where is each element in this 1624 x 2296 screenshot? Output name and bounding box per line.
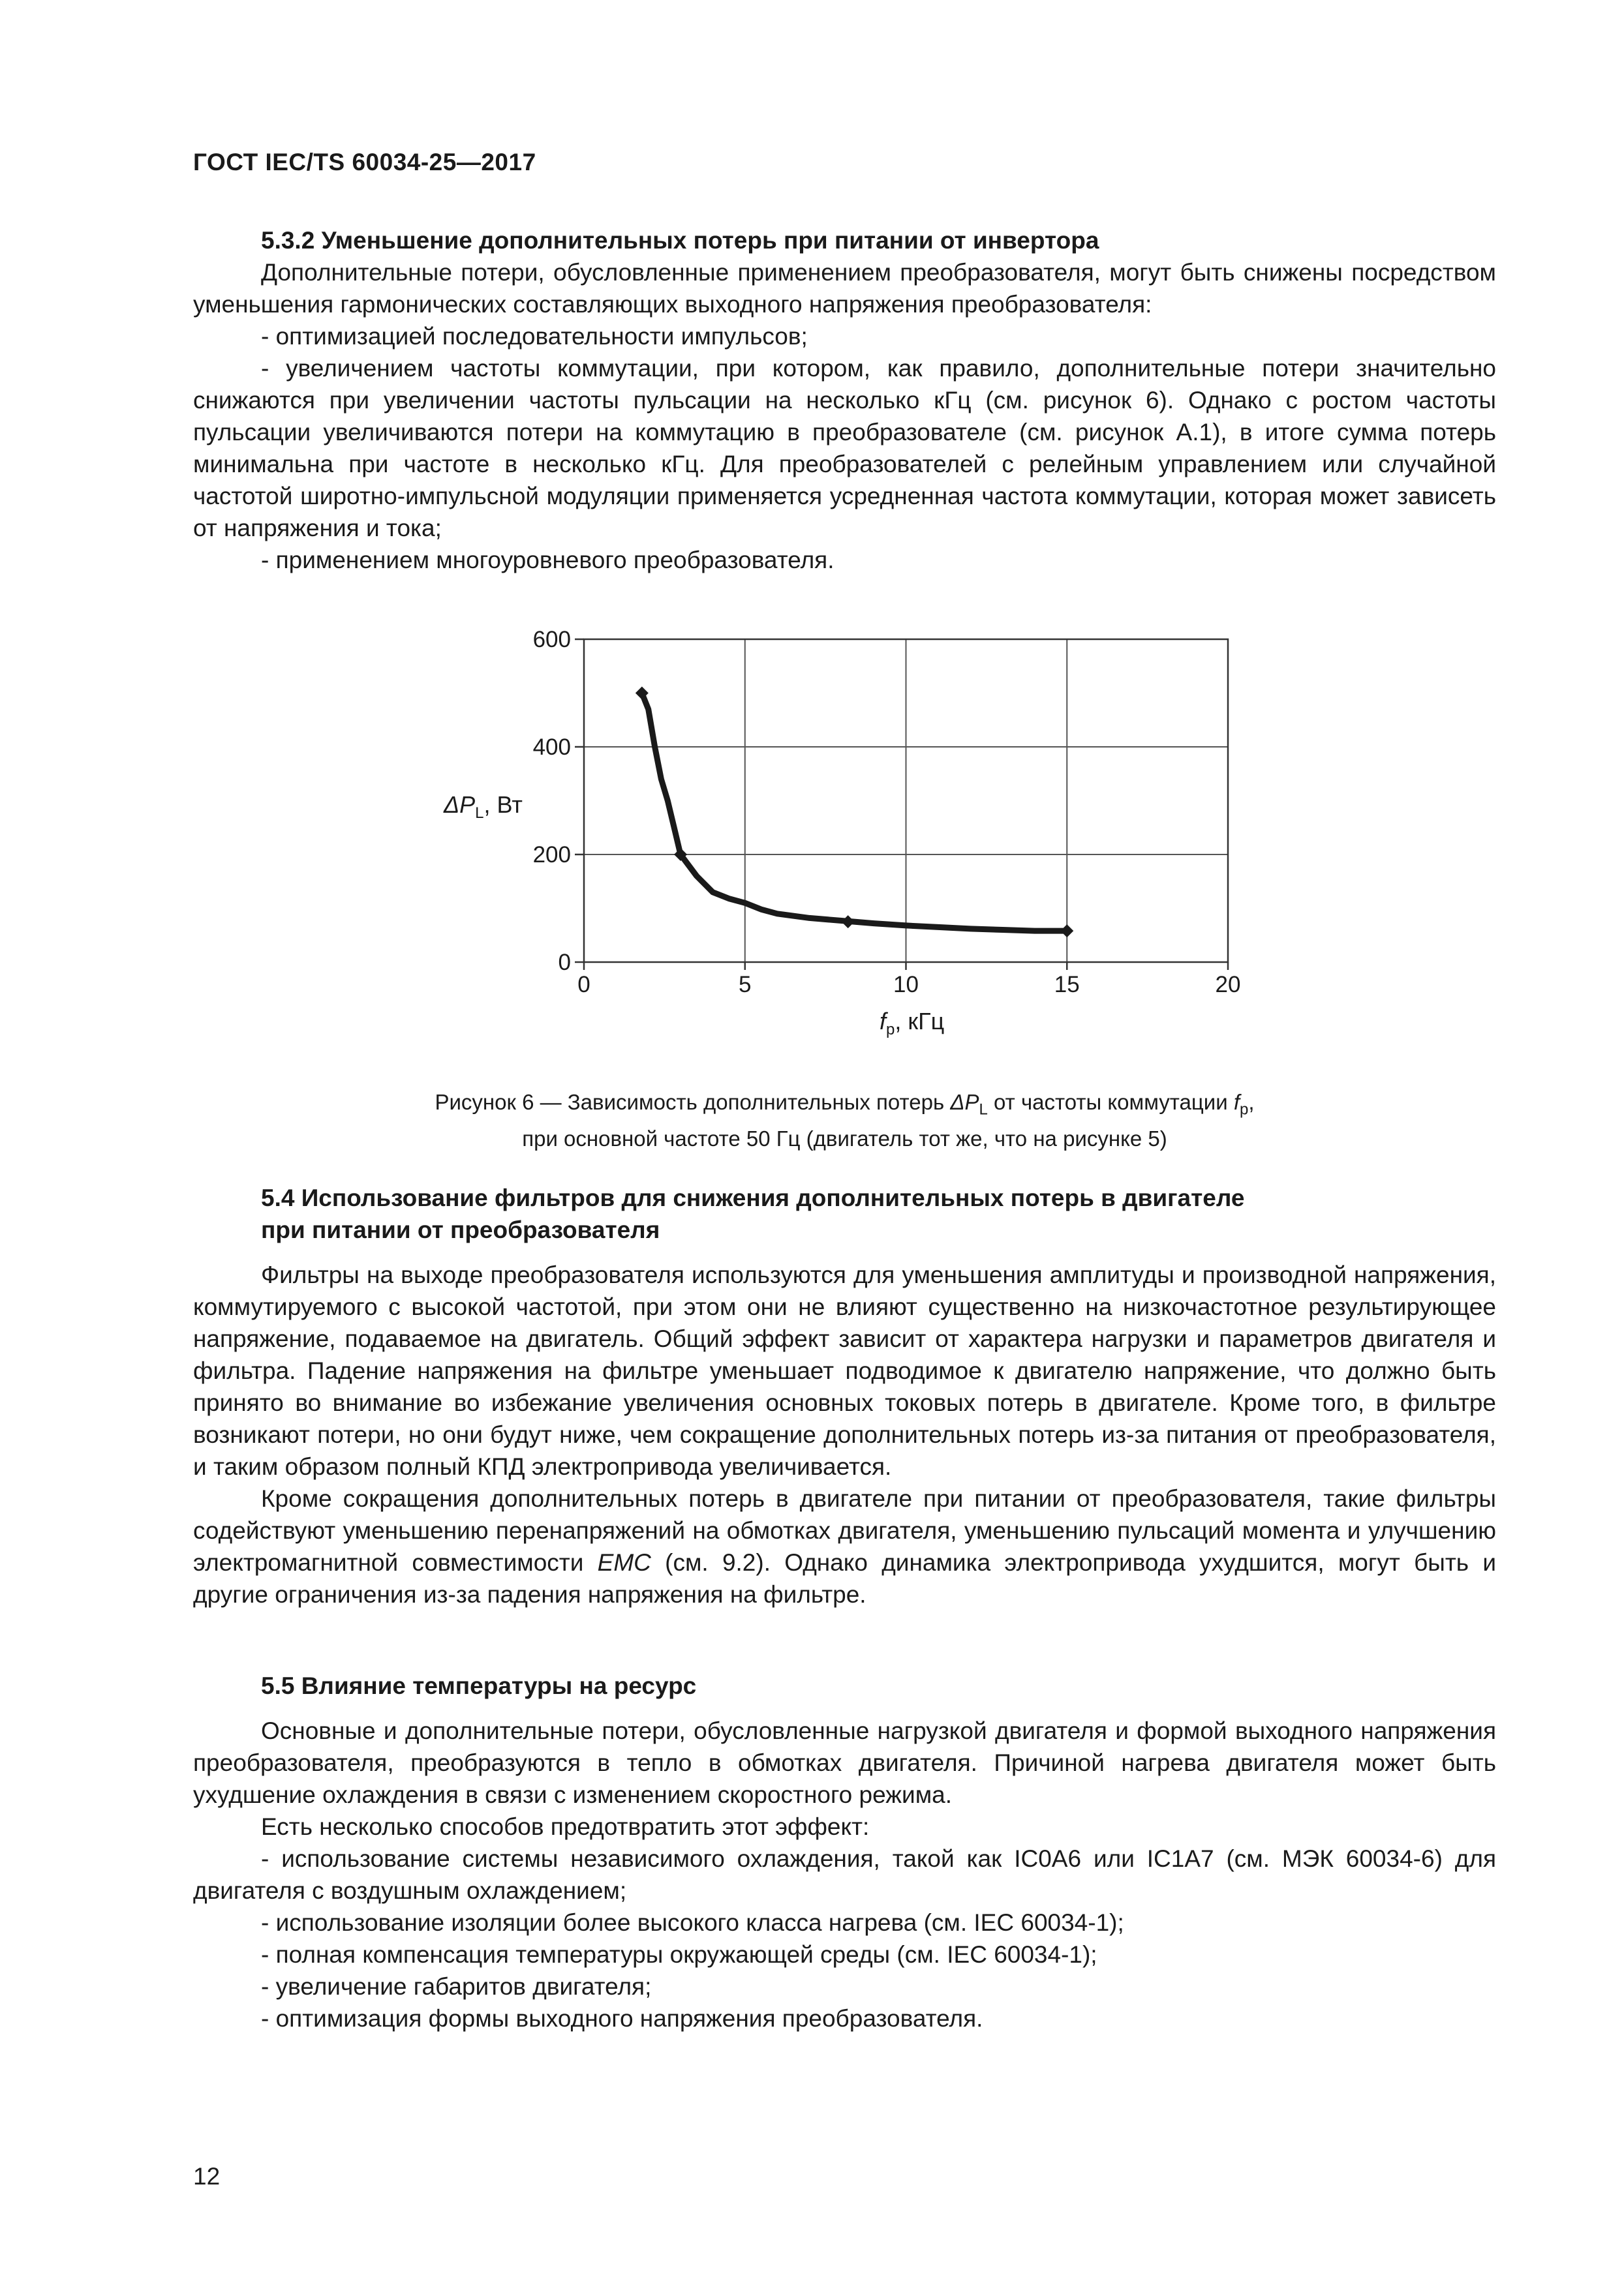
list-item: - увеличением частоты коммутации, при котором, как правило, дополнительные потери значительно снижаются при увеличении частоты пульсации на несколько кГц (см. рисунок 6). Однако с ростом частоты пульсации увеличиваются потери на коммутацию в преобразователе (см. рисунок А.1), в итоге сумма потерь минимальна при частоте в несколько кГц. Для преобразователей с релейным управлением или случайной частотой широтно-импульсной модуляции применяется усредненная частота коммутации, которая может зависеть от напряжения и тока;	[193, 355, 1496, 541]
paragraph: Кроме сокращения дополнительных потерь в двигателе при питании от преобразователя, такие фильтры содействуют уменьшению перенапряжений на обмотках двигателя, уменьшению пульсаций момента и улучшению электромагнитной совместимости ЕМС (см. 9.2). Однако динамика электропривода ухудшится, могут быть и другие ограничения из-за падения напряжения на фильтре.	[193, 1485, 1496, 1608]
list-item: - полная компенсация температуры окружающей среды (см. IEC 60034-1);	[261, 1941, 1097, 1968]
caption-line-2: при основной частоте 50 Гц (двигатель тот же, что на рисунке 5)	[522, 1126, 1167, 1151]
caption-line-1: Рисунок 6 — Зависимость дополнительных потерь $\Delta P_L$ от частоты коммутации $f_p$,	[435, 1090, 1255, 1119]
chart-grid	[584, 639, 1228, 962]
x-tick-label: 5	[739, 972, 752, 997]
chart-series-line	[642, 693, 1067, 931]
page-number: 12	[193, 2163, 221, 2190]
section-heading: 5.5 Влияние температуры на ресурс	[261, 1672, 697, 1699]
data-point-marker	[1060, 924, 1073, 937]
list-item: - оптимизация формы выходного напряжения преобразователя.	[261, 2005, 983, 2032]
section-5-4	[193, 1182, 1496, 1610]
y-axis-label: $\Delta P_L$, Вт	[444, 791, 523, 822]
section-heading-line-2: при питании от преобразователя	[261, 1216, 660, 1243]
y-tick-label: 200	[532, 842, 571, 868]
document-header: ГОСТ IEC/TS 60034-25—2017	[193, 149, 536, 175]
paragraph: Фильтры на выходе преобразователя используются для уменьшения амплитуды и производной напряжения, коммутируемого с высокой частотой, при этом они не влияют существенно на низкочастотное результирующее напряжение, подаваемое на двигатель. Общий эффект зависит от характера нагрузки и параметров двигателя и фильтра. Падение напряжения на фильтре уменьшает подводимое к двигателю напряжение, что должно быть принято во внимание во избежание увеличения основных токовых потерь в двигателе. Кроме того, в фильтре возникают потери, но они будут ниже, чем сокращение дополнительных потерь из-за питания от преобразователя, и таким образом полный КПД электропривода увеличивается.	[193, 1261, 1496, 1480]
y-tick-label: 0	[558, 950, 571, 975]
section-heading: 5.3.2 Уменьшение дополнительных потерь при питании от инвертора	[261, 227, 1099, 254]
data-point-marker	[842, 915, 855, 928]
x-tick-label: 20	[1215, 972, 1241, 997]
x-tick-label: 10	[893, 972, 919, 997]
x-tick-labels	[577, 972, 1240, 997]
section-heading-line-1: 5.4 Использование фильтров для снижения дополнительных потерь в двигателе	[261, 1185, 1245, 1211]
x-tick-label: 15	[1054, 972, 1080, 997]
section-5-3-2	[193, 224, 1496, 576]
list-item: - применением многоуровневого преобразователя.	[261, 547, 835, 573]
y-tick-labels	[533, 627, 571, 975]
list-item: - использование системы независимого охлаждения, такой как IC0A6 или IC1A7 (см. МЭК 60034-6) для двигателя с воздушным охлаждением;	[193, 1845, 1496, 1904]
paragraph: Есть несколько способов предотвратить этот эффект:	[261, 1813, 870, 1840]
x-axis-label: $f_p$, кГц	[880, 1008, 945, 1038]
paragraph: Основные и дополнительные потери, обусловленные нагрузкой двигателя и формой выходного напряжения преобразователя, преобразуются в тепло в обмотках двигателя. Причиной нагрева двигателя может быть ухудшение охлаждения в связи с изменением скоростного режима.	[193, 1717, 1496, 1808]
x-tick-label: 0	[577, 972, 590, 997]
list-item: - оптимизацией последовательности импульсов;	[261, 323, 808, 350]
figure-caption	[193, 1088, 1496, 1153]
section-5-5	[193, 1670, 1496, 2034]
paragraph: Дополнительные потери, обусловленные применением преобразователя, могут быть снижены посредством уменьшения гармонических составляющих выходного напряжения преобразователя:	[193, 259, 1496, 318]
loss-vs-frequency-chart	[418, 620, 1279, 1050]
chart-frame	[575, 639, 1228, 970]
y-tick-label: 600	[532, 627, 571, 652]
list-item: - увеличение габаритов двигателя;	[261, 1973, 652, 2000]
chart-markers	[636, 687, 1073, 938]
y-tick-label: 400	[532, 734, 571, 760]
list-item: - использование изоляции более высокого класса нагрева (см. IEC 60034-1);	[261, 1909, 1124, 1936]
